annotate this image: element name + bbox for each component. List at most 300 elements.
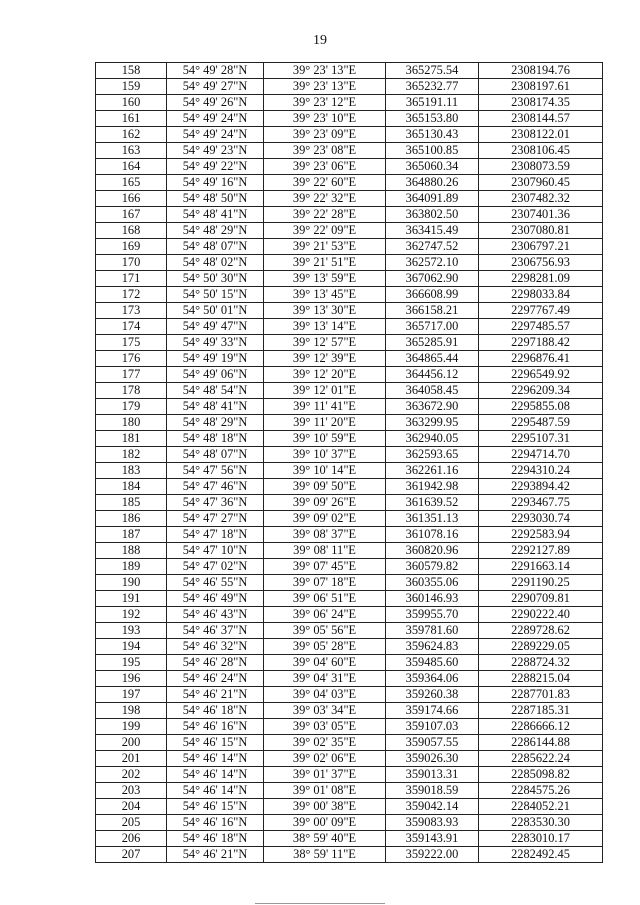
latitude-cell: 54° 49' 47"N xyxy=(167,319,264,335)
longitude-cell: 39° 12' 39"E xyxy=(264,351,386,367)
table-row xyxy=(96,255,603,271)
x-coordinate-cell: 360355.06 xyxy=(386,575,479,591)
y-coordinate-cell: 2308174.35 xyxy=(479,95,603,111)
latitude-cell: 54° 46' 21"N xyxy=(167,687,264,703)
y-coordinate-cell: 2295487.59 xyxy=(479,415,603,431)
point-number-cell: 159 xyxy=(96,79,167,95)
longitude-cell: 39° 23' 10"E xyxy=(264,111,386,127)
table-row xyxy=(96,831,603,847)
point-number-cell: 205 xyxy=(96,815,167,831)
longitude-cell: 39° 07' 18"E xyxy=(264,575,386,591)
table-row xyxy=(96,367,603,383)
latitude-cell: 54° 49' 19"N xyxy=(167,351,264,367)
x-coordinate-cell: 359013.31 xyxy=(386,767,479,783)
y-coordinate-cell: 2295855.08 xyxy=(479,399,603,415)
y-coordinate-cell: 2295107.31 xyxy=(479,431,603,447)
point-number-cell: 178 xyxy=(96,383,167,399)
x-coordinate-cell: 359222.00 xyxy=(386,847,479,863)
table-row xyxy=(96,415,603,431)
latitude-cell: 54° 47' 46"N xyxy=(167,479,264,495)
latitude-cell: 54° 49' 26"N xyxy=(167,95,264,111)
latitude-cell: 54° 48' 54"N xyxy=(167,383,264,399)
longitude-cell: 39° 11' 41"E xyxy=(264,399,386,415)
table-row xyxy=(96,655,603,671)
y-coordinate-cell: 2308144.57 xyxy=(479,111,603,127)
coordinates-table xyxy=(95,62,603,863)
x-coordinate-cell: 365100.85 xyxy=(386,143,479,159)
table-row xyxy=(96,799,603,815)
y-coordinate-cell: 2306756.93 xyxy=(479,255,603,271)
latitude-cell: 54° 50' 30"N xyxy=(167,271,264,287)
y-coordinate-cell: 2294714.70 xyxy=(479,447,603,463)
x-coordinate-cell: 363415.49 xyxy=(386,223,479,239)
table-row xyxy=(96,303,603,319)
y-coordinate-cell: 2286144.88 xyxy=(479,735,603,751)
table-row xyxy=(96,143,603,159)
longitude-cell: 39° 22' 28"E xyxy=(264,207,386,223)
longitude-cell: 39° 21' 51"E xyxy=(264,255,386,271)
longitude-cell: 39° 06' 51"E xyxy=(264,591,386,607)
latitude-cell: 54° 46' 28"N xyxy=(167,655,264,671)
point-number-cell: 200 xyxy=(96,735,167,751)
x-coordinate-cell: 359260.38 xyxy=(386,687,479,703)
x-coordinate-cell: 361078.16 xyxy=(386,527,479,543)
x-coordinate-cell: 364058.45 xyxy=(386,383,479,399)
latitude-cell: 54° 49' 24"N xyxy=(167,111,264,127)
x-coordinate-cell: 362593.65 xyxy=(386,447,479,463)
latitude-cell: 54° 46' 15"N xyxy=(167,799,264,815)
longitude-cell: 39° 03' 34"E xyxy=(264,703,386,719)
table-row xyxy=(96,543,603,559)
table-row xyxy=(96,207,603,223)
point-number-cell: 183 xyxy=(96,463,167,479)
longitude-cell: 39° 02' 06"E xyxy=(264,751,386,767)
latitude-cell: 54° 49' 06"N xyxy=(167,367,264,383)
y-coordinate-cell: 2297767.49 xyxy=(479,303,603,319)
y-coordinate-cell: 2284575.26 xyxy=(479,783,603,799)
longitude-cell: 39° 23' 13"E xyxy=(264,79,386,95)
point-number-cell: 182 xyxy=(96,447,167,463)
x-coordinate-cell: 365153.80 xyxy=(386,111,479,127)
point-number-cell: 207 xyxy=(96,847,167,863)
x-coordinate-cell: 366608.99 xyxy=(386,287,479,303)
longitude-cell: 39° 13' 45"E xyxy=(264,287,386,303)
x-coordinate-cell: 362572.10 xyxy=(386,255,479,271)
longitude-cell: 39° 13' 14"E xyxy=(264,319,386,335)
longitude-cell: 39° 13' 59"E xyxy=(264,271,386,287)
longitude-cell: 39° 10' 14"E xyxy=(264,463,386,479)
latitude-cell: 54° 48' 41"N xyxy=(167,399,264,415)
x-coordinate-cell: 359485.60 xyxy=(386,655,479,671)
table-body xyxy=(96,63,603,863)
x-coordinate-cell: 361942.98 xyxy=(386,479,479,495)
y-coordinate-cell: 2287185.31 xyxy=(479,703,603,719)
latitude-cell: 54° 46' 15"N xyxy=(167,735,264,751)
point-number-cell: 161 xyxy=(96,111,167,127)
point-number-cell: 184 xyxy=(96,479,167,495)
y-coordinate-cell: 2285622.24 xyxy=(479,751,603,767)
longitude-cell: 39° 00' 38"E xyxy=(264,799,386,815)
point-number-cell: 172 xyxy=(96,287,167,303)
x-coordinate-cell: 365191.11 xyxy=(386,95,479,111)
point-number-cell: 177 xyxy=(96,367,167,383)
latitude-cell: 54° 48' 18"N xyxy=(167,431,264,447)
table-row xyxy=(96,687,603,703)
point-number-cell: 168 xyxy=(96,223,167,239)
point-number-cell: 196 xyxy=(96,671,167,687)
latitude-cell: 54° 49' 16"N xyxy=(167,175,264,191)
table-row xyxy=(96,623,603,639)
y-coordinate-cell: 2289728.62 xyxy=(479,623,603,639)
latitude-cell: 54° 48' 29"N xyxy=(167,415,264,431)
table-row xyxy=(96,591,603,607)
x-coordinate-cell: 364091.89 xyxy=(386,191,479,207)
x-coordinate-cell: 361639.52 xyxy=(386,495,479,511)
table-row xyxy=(96,319,603,335)
latitude-cell: 54° 49' 27"N xyxy=(167,79,264,95)
latitude-cell: 54° 48' 02"N xyxy=(167,255,264,271)
latitude-cell: 54° 47' 02"N xyxy=(167,559,264,575)
y-coordinate-cell: 2307080.81 xyxy=(479,223,603,239)
latitude-cell: 54° 47' 56"N xyxy=(167,463,264,479)
y-coordinate-cell: 2298033.84 xyxy=(479,287,603,303)
table-row xyxy=(96,735,603,751)
x-coordinate-cell: 365130.43 xyxy=(386,127,479,143)
point-number-cell: 192 xyxy=(96,607,167,623)
table-row xyxy=(96,767,603,783)
x-coordinate-cell: 360579.82 xyxy=(386,559,479,575)
point-number-cell: 195 xyxy=(96,655,167,671)
latitude-cell: 54° 46' 14"N xyxy=(167,767,264,783)
latitude-cell: 54° 49' 22"N xyxy=(167,159,264,175)
page-number: 19 xyxy=(313,33,327,48)
x-coordinate-cell: 359955.70 xyxy=(386,607,479,623)
point-number-cell: 174 xyxy=(96,319,167,335)
y-coordinate-cell: 2283010.17 xyxy=(479,831,603,847)
latitude-cell: 54° 46' 24"N xyxy=(167,671,264,687)
point-number-cell: 175 xyxy=(96,335,167,351)
table-row xyxy=(96,95,603,111)
x-coordinate-cell: 363672.90 xyxy=(386,399,479,415)
x-coordinate-cell: 359018.59 xyxy=(386,783,479,799)
y-coordinate-cell: 2298281.09 xyxy=(479,271,603,287)
table-row xyxy=(96,271,603,287)
x-coordinate-cell: 359057.55 xyxy=(386,735,479,751)
x-coordinate-cell: 365285.91 xyxy=(386,335,479,351)
y-coordinate-cell: 2282492.45 xyxy=(479,847,603,863)
point-number-cell: 171 xyxy=(96,271,167,287)
longitude-cell: 39° 23' 06"E xyxy=(264,159,386,175)
table-row xyxy=(96,63,603,79)
y-coordinate-cell: 2308106.45 xyxy=(479,143,603,159)
table-row xyxy=(96,127,603,143)
y-coordinate-cell: 2288215.04 xyxy=(479,671,603,687)
point-number-cell: 162 xyxy=(96,127,167,143)
y-coordinate-cell: 2306797.21 xyxy=(479,239,603,255)
x-coordinate-cell: 365717.00 xyxy=(386,319,479,335)
table-row xyxy=(96,575,603,591)
latitude-cell: 54° 50' 15"N xyxy=(167,287,264,303)
x-coordinate-cell: 359174.66 xyxy=(386,703,479,719)
longitude-cell: 39° 05' 28"E xyxy=(264,639,386,655)
longitude-cell: 39° 10' 37"E xyxy=(264,447,386,463)
x-coordinate-cell: 365275.54 xyxy=(386,63,479,79)
x-coordinate-cell: 360146.93 xyxy=(386,591,479,607)
x-coordinate-cell: 362747.52 xyxy=(386,239,479,255)
longitude-cell: 39° 23' 13"E xyxy=(264,63,386,79)
table-row xyxy=(96,447,603,463)
x-coordinate-cell: 362261.16 xyxy=(386,463,479,479)
point-number-cell: 185 xyxy=(96,495,167,511)
longitude-cell: 39° 01' 08"E xyxy=(264,783,386,799)
latitude-cell: 54° 48' 07"N xyxy=(167,239,264,255)
y-coordinate-cell: 2292583.94 xyxy=(479,527,603,543)
point-number-cell: 191 xyxy=(96,591,167,607)
longitude-cell: 39° 09' 50"E xyxy=(264,479,386,495)
table-row xyxy=(96,719,603,735)
y-coordinate-cell: 2293894.42 xyxy=(479,479,603,495)
x-coordinate-cell: 362940.05 xyxy=(386,431,479,447)
latitude-cell: 54° 46' 14"N xyxy=(167,783,264,799)
table-row xyxy=(96,607,603,623)
point-number-cell: 190 xyxy=(96,575,167,591)
point-number-cell: 189 xyxy=(96,559,167,575)
longitude-cell: 39° 10' 59"E xyxy=(264,431,386,447)
latitude-cell: 54° 49' 28"N xyxy=(167,63,264,79)
longitude-cell: 39° 01' 37"E xyxy=(264,767,386,783)
latitude-cell: 54° 46' 32"N xyxy=(167,639,264,655)
longitude-cell: 39° 12' 57"E xyxy=(264,335,386,351)
point-number-cell: 158 xyxy=(96,63,167,79)
table-row xyxy=(96,383,603,399)
y-coordinate-cell: 2287701.83 xyxy=(479,687,603,703)
latitude-cell: 54° 46' 49"N xyxy=(167,591,264,607)
latitude-cell: 54° 47' 10"N xyxy=(167,543,264,559)
y-coordinate-cell: 2286666.12 xyxy=(479,719,603,735)
table-row xyxy=(96,159,603,175)
latitude-cell: 54° 47' 18"N xyxy=(167,527,264,543)
longitude-cell: 39° 23' 08"E xyxy=(264,143,386,159)
longitude-cell: 39° 22' 32"E xyxy=(264,191,386,207)
longitude-cell: 39° 12' 01"E xyxy=(264,383,386,399)
latitude-cell: 54° 46' 16"N xyxy=(167,719,264,735)
y-coordinate-cell: 2290709.81 xyxy=(479,591,603,607)
x-coordinate-cell: 359624.83 xyxy=(386,639,479,655)
bottom-rule xyxy=(255,903,385,904)
y-coordinate-cell: 2284052.21 xyxy=(479,799,603,815)
table-row xyxy=(96,671,603,687)
latitude-cell: 54° 48' 50"N xyxy=(167,191,264,207)
x-coordinate-cell: 359026.30 xyxy=(386,751,479,767)
table-row xyxy=(96,335,603,351)
y-coordinate-cell: 2293467.75 xyxy=(479,495,603,511)
y-coordinate-cell: 2308073.59 xyxy=(479,159,603,175)
x-coordinate-cell: 359107.03 xyxy=(386,719,479,735)
latitude-cell: 54° 47' 27"N xyxy=(167,511,264,527)
longitude-cell: 39° 11' 20"E xyxy=(264,415,386,431)
longitude-cell: 39° 05' 56"E xyxy=(264,623,386,639)
y-coordinate-cell: 2283530.30 xyxy=(479,815,603,831)
table-row xyxy=(96,223,603,239)
x-coordinate-cell: 361351.13 xyxy=(386,511,479,527)
y-coordinate-cell: 2297485.57 xyxy=(479,319,603,335)
point-number-cell: 204 xyxy=(96,799,167,815)
table-row xyxy=(96,559,603,575)
table-row xyxy=(96,479,603,495)
x-coordinate-cell: 363802.50 xyxy=(386,207,479,223)
longitude-cell: 39° 23' 09"E xyxy=(264,127,386,143)
x-coordinate-cell: 359042.14 xyxy=(386,799,479,815)
latitude-cell: 54° 46' 18"N xyxy=(167,831,264,847)
point-number-cell: 166 xyxy=(96,191,167,207)
latitude-cell: 54° 46' 43"N xyxy=(167,607,264,623)
latitude-cell: 54° 46' 37"N xyxy=(167,623,264,639)
point-number-cell: 188 xyxy=(96,543,167,559)
point-number-cell: 201 xyxy=(96,751,167,767)
x-coordinate-cell: 366158.21 xyxy=(386,303,479,319)
point-number-cell: 199 xyxy=(96,719,167,735)
latitude-cell: 54° 48' 41"N xyxy=(167,207,264,223)
longitude-cell: 39° 09' 02"E xyxy=(264,511,386,527)
point-number-cell: 202 xyxy=(96,767,167,783)
table-row xyxy=(96,527,603,543)
longitude-cell: 39° 08' 11"E xyxy=(264,543,386,559)
point-number-cell: 160 xyxy=(96,95,167,111)
table-row xyxy=(96,431,603,447)
longitude-cell: 39° 02' 35"E xyxy=(264,735,386,751)
table-row xyxy=(96,847,603,863)
point-number-cell: 187 xyxy=(96,527,167,543)
longitude-cell: 39° 08' 37"E xyxy=(264,527,386,543)
y-coordinate-cell: 2296876.41 xyxy=(479,351,603,367)
point-number-cell: 197 xyxy=(96,687,167,703)
y-coordinate-cell: 2291663.14 xyxy=(479,559,603,575)
longitude-cell: 39° 23' 12"E xyxy=(264,95,386,111)
x-coordinate-cell: 359083.93 xyxy=(386,815,479,831)
table-row xyxy=(96,399,603,415)
longitude-cell: 38° 59' 11"E xyxy=(264,847,386,863)
table-row xyxy=(96,79,603,95)
longitude-cell: 39° 04' 60"E xyxy=(264,655,386,671)
y-coordinate-cell: 2288724.32 xyxy=(479,655,603,671)
point-number-cell: 180 xyxy=(96,415,167,431)
latitude-cell: 54° 50' 01"N xyxy=(167,303,264,319)
point-number-cell: 176 xyxy=(96,351,167,367)
x-coordinate-cell: 359781.60 xyxy=(386,623,479,639)
y-coordinate-cell: 2290222.40 xyxy=(479,607,603,623)
latitude-cell: 54° 46' 55"N xyxy=(167,575,264,591)
longitude-cell: 39° 04' 03"E xyxy=(264,687,386,703)
table-row xyxy=(96,751,603,767)
longitude-cell: 39° 22' 09"E xyxy=(264,223,386,239)
y-coordinate-cell: 2308197.61 xyxy=(479,79,603,95)
longitude-cell: 39° 06' 24"E xyxy=(264,607,386,623)
table-row xyxy=(96,815,603,831)
x-coordinate-cell: 367062.90 xyxy=(386,271,479,287)
x-coordinate-cell: 359364.06 xyxy=(386,671,479,687)
longitude-cell: 39° 03' 05"E xyxy=(264,719,386,735)
x-coordinate-cell: 359143.91 xyxy=(386,831,479,847)
point-number-cell: 163 xyxy=(96,143,167,159)
longitude-cell: 39° 07' 45"E xyxy=(264,559,386,575)
table-row xyxy=(96,191,603,207)
point-number-cell: 206 xyxy=(96,831,167,847)
table-row xyxy=(96,703,603,719)
y-coordinate-cell: 2296549.92 xyxy=(479,367,603,383)
x-coordinate-cell: 364456.12 xyxy=(386,367,479,383)
table-row xyxy=(96,639,603,655)
y-coordinate-cell: 2297188.42 xyxy=(479,335,603,351)
latitude-cell: 54° 46' 14"N xyxy=(167,751,264,767)
longitude-cell: 39° 09' 26"E xyxy=(264,495,386,511)
x-coordinate-cell: 364865.44 xyxy=(386,351,479,367)
table-row xyxy=(96,463,603,479)
x-coordinate-cell: 365232.77 xyxy=(386,79,479,95)
table-row xyxy=(96,239,603,255)
point-number-cell: 186 xyxy=(96,511,167,527)
table-row xyxy=(96,111,603,127)
point-number-cell: 173 xyxy=(96,303,167,319)
longitude-cell: 39° 22' 60"E xyxy=(264,175,386,191)
latitude-cell: 54° 49' 24"N xyxy=(167,127,264,143)
latitude-cell: 54° 49' 23"N xyxy=(167,143,264,159)
latitude-cell: 54° 48' 07"N xyxy=(167,447,264,463)
y-coordinate-cell: 2294310.24 xyxy=(479,463,603,479)
longitude-cell: 39° 12' 20"E xyxy=(264,367,386,383)
x-coordinate-cell: 360820.96 xyxy=(386,543,479,559)
table-row xyxy=(96,511,603,527)
point-number-cell: 164 xyxy=(96,159,167,175)
longitude-cell: 39° 21' 53"E xyxy=(264,239,386,255)
longitude-cell: 39° 04' 31"E xyxy=(264,671,386,687)
y-coordinate-cell: 2308122.01 xyxy=(479,127,603,143)
table-row xyxy=(96,351,603,367)
longitude-cell: 39° 00' 09"E xyxy=(264,815,386,831)
table-row xyxy=(96,783,603,799)
y-coordinate-cell: 2307960.45 xyxy=(479,175,603,191)
y-coordinate-cell: 2296209.34 xyxy=(479,383,603,399)
x-coordinate-cell: 364880.26 xyxy=(386,175,479,191)
point-number-cell: 193 xyxy=(96,623,167,639)
longitude-cell: 38° 59' 40"E xyxy=(264,831,386,847)
point-number-cell: 198 xyxy=(96,703,167,719)
latitude-cell: 54° 46' 18"N xyxy=(167,703,264,719)
y-coordinate-cell: 2307482.32 xyxy=(479,191,603,207)
point-number-cell: 165 xyxy=(96,175,167,191)
y-coordinate-cell: 2289229.05 xyxy=(479,639,603,655)
table-row xyxy=(96,287,603,303)
latitude-cell: 54° 46' 16"N xyxy=(167,815,264,831)
y-coordinate-cell: 2291190.25 xyxy=(479,575,603,591)
y-coordinate-cell: 2293030.74 xyxy=(479,511,603,527)
point-number-cell: 179 xyxy=(96,399,167,415)
y-coordinate-cell: 2308194.76 xyxy=(479,63,603,79)
x-coordinate-cell: 365060.34 xyxy=(386,159,479,175)
point-number-cell: 167 xyxy=(96,207,167,223)
latitude-cell: 54° 49' 33"N xyxy=(167,335,264,351)
y-coordinate-cell: 2307401.36 xyxy=(479,207,603,223)
longitude-cell: 39° 13' 30"E xyxy=(264,303,386,319)
latitude-cell: 54° 47' 36"N xyxy=(167,495,264,511)
point-number-cell: 194 xyxy=(96,639,167,655)
y-coordinate-cell: 2285098.82 xyxy=(479,767,603,783)
table-row xyxy=(96,175,603,191)
latitude-cell: 54° 46' 21"N xyxy=(167,847,264,863)
point-number-cell: 203 xyxy=(96,783,167,799)
table-row xyxy=(96,495,603,511)
y-coordinate-cell: 2292127.89 xyxy=(479,543,603,559)
latitude-cell: 54° 48' 29"N xyxy=(167,223,264,239)
